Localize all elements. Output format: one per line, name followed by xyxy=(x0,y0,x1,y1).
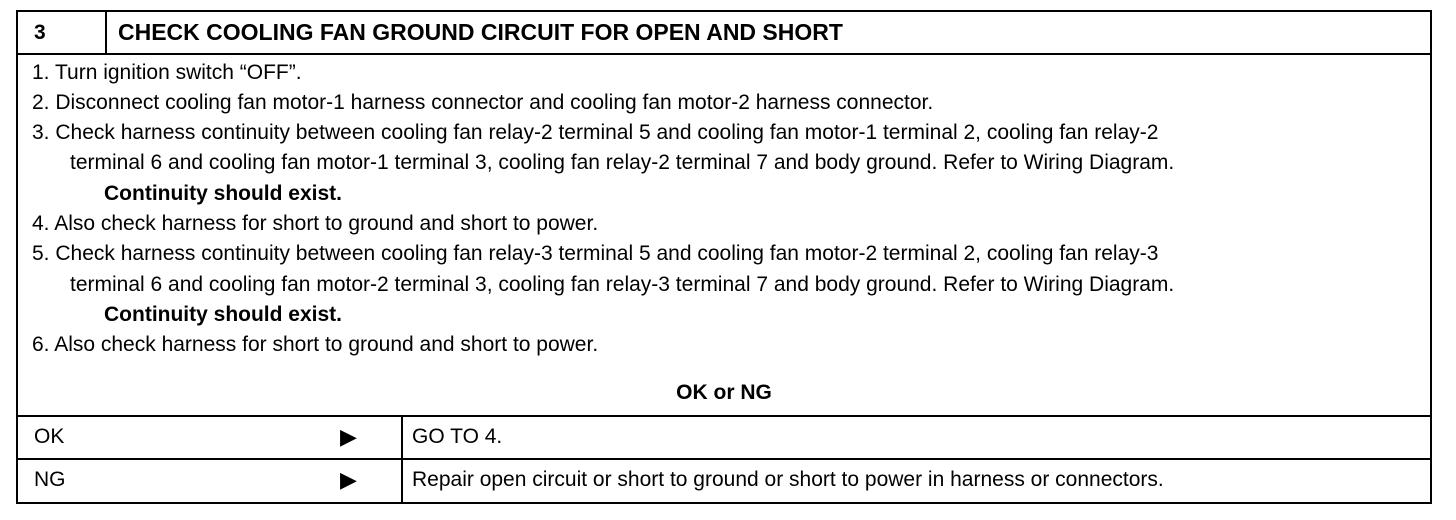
result-row-ng xyxy=(18,458,1430,502)
column-divider xyxy=(401,460,403,502)
result-condition: OK xyxy=(34,425,65,448)
column-divider xyxy=(401,417,403,458)
instruction-line: 1. Turn ignition switch “OFF”. xyxy=(32,61,302,84)
instruction-line: 4. Also check harness for short to ground and short to power. xyxy=(32,212,599,235)
instruction-line: terminal 6 and cooling fan motor-1 terminal 3, cooling fan relay-2 terminal 7 and body ground. Refer to Wiring Diagram. xyxy=(70,151,1175,174)
expected-result: Continuity should exist. xyxy=(104,182,343,205)
instruction-line: terminal 6 and cooling fan motor-2 terminal 3, cooling fan relay-3 terminal 7 and body ground. Refer to Wiring Diagram. xyxy=(70,273,1175,296)
instruction-line: 6. Also check harness for short to ground and short to power. xyxy=(32,333,599,356)
instruction-line: 3. Check harness continuity between cooling fan relay-2 terminal 5 and cooling fan motor-1 terminal 2, cooling fan relay-2 xyxy=(32,121,1159,144)
step-header xyxy=(18,12,1430,55)
instruction-line: 2. Disconnect cooling fan motor-1 harness connector and cooling fan motor-2 harness connector. xyxy=(32,91,934,114)
arrow-right-icon: ▶ xyxy=(340,424,357,449)
expected-result: Continuity should exist. xyxy=(104,303,343,326)
step-title: CHECK COOLING FAN GROUND CIRCUIT FOR OPEN AND SHORT xyxy=(118,19,843,45)
result-heading: OK or NG xyxy=(676,381,772,404)
result-action: GO TO 4. xyxy=(412,425,503,448)
result-condition: NG xyxy=(34,468,66,491)
instructions xyxy=(18,55,1430,415)
result-row-ok xyxy=(18,415,1430,458)
instruction-line: 5. Check harness continuity between cooling fan relay-3 terminal 5 and cooling fan motor-2 terminal 2, cooling fan relay-3 xyxy=(32,242,1159,265)
arrow-right-icon: ▶ xyxy=(340,467,357,492)
diagnostic-step-table xyxy=(16,10,1432,504)
result-action: Repair open circuit or short to ground or short to power in harness or connectors. xyxy=(412,468,1164,491)
step-number: 3 xyxy=(18,12,107,53)
